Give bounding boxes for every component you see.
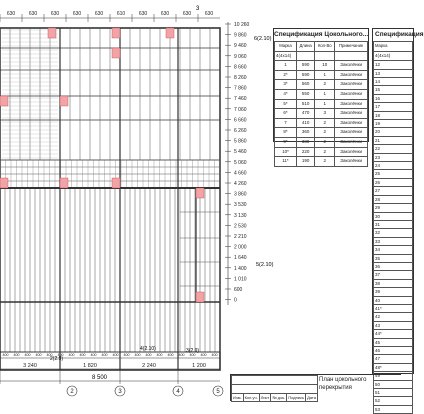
table-cell: 42 (374, 313, 413, 321)
table-row (275, 70, 368, 80)
table-cell: 43 (374, 321, 413, 329)
bottom-small-dimension-label: 400 (134, 353, 141, 357)
elevation-label: 7 060 (234, 106, 247, 113)
table-cell: 45 (374, 338, 413, 346)
table-cell: 35 (374, 254, 413, 262)
elevation-label: 2 210 (234, 234, 247, 240)
bottom-small-dimension-label: 400 (68, 353, 75, 357)
elevation-label: 6 660 (234, 117, 247, 124)
marker-3: 3(2.9) (186, 348, 200, 354)
title-block-header-cell: Лист (260, 395, 270, 400)
bottom-small-dimension-label: 400 (101, 353, 108, 357)
axis-label: 4 (176, 389, 180, 395)
bottom-small-dimension-label: 400 (211, 353, 218, 357)
table-row (374, 103, 413, 111)
top-dimension-labels (0, 11, 213, 22)
spec-table-2-grid (373, 41, 413, 414)
table-row (374, 246, 413, 254)
table-cell: 24 (374, 162, 413, 170)
table-cell: 38 (374, 279, 413, 287)
elevation-label: 8 660 (234, 64, 247, 71)
elevation-label: 5 860 (234, 138, 247, 145)
spec-table-2-header (374, 42, 413, 52)
lower-joists (0, 188, 220, 352)
highlighted-block (0, 178, 8, 188)
elevation-label: 10 260 (234, 22, 250, 28)
table-row (275, 137, 368, 147)
title-block-separator (317, 375, 318, 401)
table-row (374, 61, 413, 69)
table-cell: 39 (374, 288, 413, 296)
axis-label: 5 (216, 389, 220, 395)
table-cell: Заколёнки (335, 80, 368, 90)
elevation-label: 3 130 (234, 212, 247, 219)
spec-table-1-title: Спецификация Цокольного... (274, 31, 369, 38)
table-row (374, 86, 413, 94)
top-dimension-label: 630 (160, 11, 170, 17)
highlighted-block (196, 292, 204, 302)
table-row (374, 178, 413, 186)
table-cell: 50 (374, 380, 413, 388)
table-cell: 7 (275, 118, 297, 128)
table-cell: 13 (374, 69, 413, 77)
table-row (374, 170, 413, 178)
highlighted-block (196, 188, 204, 198)
spec-table-2-header-cell: Марка (374, 42, 413, 52)
spec-table-2-title: Спецификация (375, 31, 424, 38)
title-block-header-cell: Дата (307, 395, 316, 400)
table-row (275, 147, 368, 157)
elevation-label: 6 260 (234, 128, 247, 134)
highlighted-block (112, 28, 120, 38)
table-cell: 9* (275, 137, 297, 147)
spec-table-1-grid (274, 41, 368, 167)
top-dimension-label: 610 (116, 11, 126, 17)
table-row (374, 279, 413, 287)
table-cell: 2* (275, 70, 297, 80)
table-cell: 2 (315, 118, 335, 128)
table-row (374, 195, 413, 203)
table-row (374, 363, 413, 371)
bottom-dimension-label: 2 240 (142, 363, 156, 369)
highlighted-block (166, 28, 174, 38)
table-row (374, 136, 413, 144)
table-row (374, 69, 413, 77)
table-row (374, 237, 413, 245)
title-block (230, 374, 401, 401)
top-dimension-label: 630 (6, 11, 16, 17)
table-row (374, 296, 413, 304)
elevation-label: 9 460 (234, 43, 247, 50)
bottom-small-dimension-label: 400 (200, 353, 207, 357)
table-row (374, 338, 413, 346)
table-cell: Заколёнки (335, 61, 368, 71)
table-cell: 34 (374, 246, 413, 254)
table-cell: 5* (275, 99, 297, 109)
table-cell: 10 (315, 61, 335, 71)
table-cell: Заколёнки (335, 137, 368, 147)
bottom-small-dimension-label: 400 (145, 353, 152, 357)
table-cell: 23 (374, 153, 413, 161)
table-cell: 470 (296, 109, 314, 119)
table-cell: 410 (296, 118, 314, 128)
elevation-label: 4 660 (234, 170, 247, 177)
table-row (275, 61, 368, 71)
title-block-header (232, 394, 318, 402)
elevation-label: 9 860 (234, 32, 247, 39)
table-row (374, 78, 413, 86)
spec-table-1-subheader-cell: 4(4х14) (275, 51, 297, 61)
table-cell: 510 (296, 99, 314, 109)
table-cell: 190 (296, 157, 314, 167)
table-row (374, 288, 413, 296)
highlighted-block (60, 96, 68, 106)
top-dimension-label: 630 (94, 11, 104, 17)
table-cell: 51 (374, 389, 413, 397)
table-cell: 48* (374, 363, 413, 371)
elevation-label: 9 060 (234, 53, 247, 60)
spec-table-1-header (275, 42, 368, 52)
table-cell: 52 (374, 397, 413, 405)
table-cell: 330 (296, 137, 314, 147)
table-row (275, 80, 368, 90)
table-row (374, 405, 413, 413)
table-row (374, 162, 413, 170)
bottom-total-label: 8 500 (92, 375, 108, 381)
title-block-cell (232, 385, 318, 394)
elevation-label: 1 640 (234, 255, 247, 262)
bottom-small-dimension-label: 400 (13, 353, 20, 357)
table-cell: 41* (374, 304, 413, 312)
elevation-label: 600 (234, 287, 243, 293)
table-cell: 53 (374, 405, 413, 413)
bottom-small-dimension-label: 400 (123, 353, 130, 357)
axis-label: 3 (118, 389, 122, 395)
table-cell: 4* (275, 89, 297, 99)
table-cell: 2 (315, 157, 335, 167)
elevation-label: 5 460 (234, 149, 247, 156)
middle-joists (0, 160, 220, 188)
spec-table-1-header-cell: Длина (296, 42, 314, 52)
marker-6: 6(2.10) (254, 36, 272, 42)
table-cell: 550 (296, 89, 314, 99)
axis-label: 2 (70, 389, 74, 395)
table-row (374, 187, 413, 195)
spec-table-1-subheader-cell (315, 51, 335, 61)
highlighted-block (112, 48, 120, 58)
spec-table-1-body (275, 61, 368, 167)
table-cell: 32 (374, 229, 413, 237)
table-cell: 25 (374, 170, 413, 178)
table-cell: 31 (374, 220, 413, 228)
table-cell: 1 (315, 70, 335, 80)
table-cell: 44* (374, 330, 413, 338)
table-cell: 18 (374, 111, 413, 119)
table-cell: 590 (296, 61, 314, 71)
table-row (374, 254, 413, 262)
bottom-small-dimension-label: 400 (24, 353, 31, 357)
upper-joists (0, 28, 220, 160)
table-row (374, 271, 413, 279)
elevation-label: 3 530 (234, 202, 247, 209)
bottom-small-dimension-label: 400 (112, 353, 119, 357)
table-row (374, 347, 413, 355)
table-cell: 8* (275, 128, 297, 138)
bottom-dimension-label: 1 200 (192, 363, 206, 369)
table-cell: Заколёнки (335, 147, 368, 157)
table-row (374, 128, 413, 136)
elevation-label: 7 860 (234, 85, 247, 92)
top-dimension-label: 630 (28, 11, 38, 17)
table-cell: Заколёнки (335, 99, 368, 109)
bottom-small-dimension-label: 400 (2, 353, 9, 357)
table-cell: Заколёнки (335, 89, 368, 99)
bottom-small-dimension-label: 400 (167, 353, 174, 357)
top-dimension-label: 630 (72, 11, 82, 17)
table-cell: 49 (374, 372, 413, 380)
table-cell: 29 (374, 204, 413, 212)
table-cell: Заколёнки (335, 109, 368, 119)
table-cell: 20 (374, 128, 413, 136)
table-cell: 2 (315, 147, 335, 157)
title-block-title: План цокольного перекрытия (319, 377, 367, 391)
table-cell: 17 (374, 103, 413, 111)
spec-table-1-header-cell: Примечание (335, 42, 368, 52)
elevation-label: 1 010 (234, 276, 247, 283)
table-row (374, 304, 413, 312)
highlighted-block (60, 178, 68, 188)
highlighted-block (48, 28, 56, 38)
table-row (275, 118, 368, 128)
elevation-label: 1 400 (234, 265, 247, 272)
bottom-dimension-label: 1 820 (83, 363, 97, 369)
table-cell: Заколёнки (335, 157, 368, 167)
marker-2: 2(2.9) (50, 356, 64, 362)
table-row (374, 330, 413, 338)
table-row (275, 109, 368, 119)
table-cell: 2 (315, 80, 335, 90)
spec-table-1 (273, 28, 369, 164)
title-block-header-cell: № док. (272, 395, 286, 400)
table-row (275, 157, 368, 167)
spec-table-1-subheader (275, 51, 368, 61)
table-row (374, 212, 413, 220)
table-cell: 360 (296, 128, 314, 138)
table-cell: 6* (275, 109, 297, 119)
table-cell: 33 (374, 237, 413, 245)
table-cell: Заколёнки (335, 128, 368, 138)
table-cell: 12 (374, 61, 413, 69)
top-dimension-label: 630 (50, 11, 60, 17)
bottom-dimension-label: 3 240 (23, 363, 37, 369)
bottom-small-dimension-label: 400 (156, 353, 163, 357)
spec-table-1-header-cell: Марка (275, 42, 297, 52)
table-row (374, 313, 413, 321)
table-row (374, 145, 413, 153)
spec-table-1-header-cell: Кол-Во (315, 42, 335, 52)
table-row (275, 89, 368, 99)
bottom-small-dimension-label: 400 (79, 353, 86, 357)
elevation-label: 8 260 (234, 75, 247, 81)
highlighted-blocks (0, 28, 204, 302)
table-row (275, 128, 368, 138)
table-cell: Заколёнки (335, 118, 368, 128)
bottom-small-dimension-label: 400 (90, 353, 97, 357)
table-cell: 28 (374, 195, 413, 203)
table-row (374, 204, 413, 212)
spec-table-2-body (374, 61, 413, 414)
table-cell: 11* (275, 157, 297, 167)
table-cell: 2 (315, 137, 335, 147)
title-block-header-cell: Изм. (233, 395, 242, 400)
title-block-header-cell: Подпись (288, 395, 305, 400)
title-block-cell (232, 376, 318, 385)
axis-markers (67, 386, 223, 396)
table-cell: 40 (374, 296, 413, 304)
top-dimension-label: 630 (138, 11, 148, 17)
table-cell: 1 (315, 99, 335, 109)
title-block-row (232, 376, 318, 385)
table-cell: 22 (374, 145, 413, 153)
title-block-header-cell: Кол.уч. (244, 395, 258, 400)
elevation-label: 5 060 (234, 159, 247, 166)
table-cell: 560 (296, 80, 314, 90)
top-dimension-label: 630 (204, 11, 214, 17)
highlighted-block (112, 178, 120, 188)
table-cell: 3* (275, 80, 297, 90)
table-cell: 47 (374, 355, 413, 363)
elevation-label: 0 (234, 297, 237, 304)
table-cell: Заколёнки (335, 70, 368, 80)
table-row (374, 94, 413, 102)
table-row (374, 229, 413, 237)
spec-table-2-subheader (374, 51, 413, 61)
spec-table-1-subheader-cell (296, 51, 314, 61)
table-cell: 30 (374, 212, 413, 220)
highlighted-block (0, 96, 8, 106)
marker-5: 5(2.10) (256, 262, 274, 268)
table-cell: 1 (275, 61, 297, 71)
spec-table-2 (372, 28, 424, 412)
spec-table-2-subheader-cell: 4(4х14) (374, 51, 413, 61)
table-cell: 19 (374, 120, 413, 128)
elevation-label: 2 000 (234, 244, 247, 251)
table-cell: 220 (296, 147, 314, 157)
table-cell: 27 (374, 187, 413, 195)
bottom-small-dimension-label: 400 (46, 353, 53, 357)
elevation-label: 3 860 (234, 191, 247, 198)
table-cell: 37 (374, 271, 413, 279)
table-row (374, 262, 413, 270)
table-cell: 15 (374, 86, 413, 94)
table-cell: 14 (374, 78, 413, 86)
table-cell: 10* (275, 147, 297, 157)
table-row (374, 153, 413, 161)
table-row (374, 220, 413, 228)
bottom-small-dimension-label: 400 (35, 353, 42, 357)
table-cell: 36 (374, 262, 413, 270)
spec-table-1-subheader-cell (335, 51, 368, 61)
table-row (374, 111, 413, 119)
bottom-small-dimension-label: 400 (57, 353, 64, 357)
table-cell: 1 (315, 89, 335, 99)
table-cell: 590 (296, 70, 314, 80)
elevation-label: 7 460 (234, 96, 247, 103)
table-row (374, 321, 413, 329)
title-block-grid (231, 375, 318, 402)
table-cell: 26 (374, 178, 413, 186)
top-total-label: 3 (196, 6, 200, 12)
table-cell: 46 (374, 347, 413, 355)
table-cell: 16 (374, 94, 413, 102)
table-row (374, 355, 413, 363)
bottom-small-dimension-label: 400 (189, 353, 196, 357)
table-cell: 2 (315, 128, 335, 138)
top-dimension-label: 630 (182, 11, 192, 17)
title-block-row (232, 385, 318, 394)
table-cell: 3 (315, 109, 335, 119)
elevation-label: 2 530 (234, 223, 247, 230)
table-row (275, 99, 368, 109)
marker-4: 4(2.10) (140, 346, 156, 352)
elevation-labels (225, 22, 250, 304)
table-cell: 21 (374, 136, 413, 144)
elevation-label: 4 260 (234, 181, 247, 187)
table-row (374, 120, 413, 128)
bottom-small-dimension-label: 400 (178, 353, 185, 357)
